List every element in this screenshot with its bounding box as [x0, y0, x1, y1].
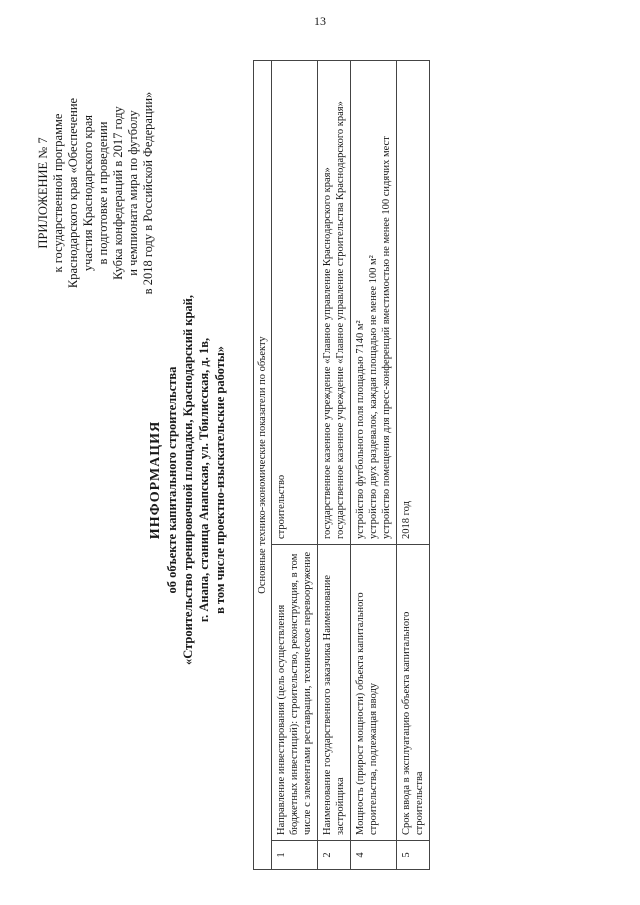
- row-value-line: устройство помещения для пресс-конференций вместимостью не менее 100 сидячих мест: [381, 136, 392, 539]
- appendix-line: ПРИЛОЖЕНИЕ № 7: [36, 137, 50, 249]
- appendix-line: к государственной программе: [51, 113, 65, 273]
- row-value: [272, 61, 318, 545]
- appendix-line: и чемпионата мира по футболу: [126, 110, 140, 276]
- appendix-line: Краснодарского края «Обеспечение: [66, 97, 80, 289]
- appendix-line: в 2018 году в Российской Федерации»: [141, 91, 155, 295]
- row-value-line: государственное казенное учреждение «Главное управление Краснодарского края»: [322, 167, 333, 539]
- indicators-table: [253, 60, 430, 870]
- appendix-line: Кубка конфедераций в 2017 году: [111, 106, 125, 280]
- row-label: Наименование государственного заказчика Наименование застройщика: [318, 545, 351, 841]
- heading-line: г. Анапа, станица Анапская, ул. Тбилисская, д. 1в,: [197, 337, 211, 623]
- table-row: [397, 61, 430, 870]
- heading-line: в том числе проектно-изыскательские работы»: [213, 346, 227, 614]
- row-value-line: строительство: [276, 474, 287, 539]
- row-label: Направление инвестирования (цель осуществления бюджетных инвестиций): строительство, реконструкция, в том числе с элементами реставрации, техническое перевооружение: [272, 545, 318, 841]
- row-value-line: 2018 год: [401, 501, 412, 539]
- row-number: 4: [351, 841, 397, 870]
- row-number: 2: [318, 841, 351, 870]
- appendix-line: участия Краснодарского края: [81, 114, 95, 272]
- row-label: Срок ввода в эксплуатацию объекта капитального строительства: [397, 545, 430, 841]
- table-header-row: [254, 61, 272, 870]
- row-label: Мощность (прирост мощности) объекта капитального строительства, подлежащая вводу: [351, 545, 397, 841]
- table-row: [272, 61, 318, 870]
- heading-line: об объекте капитального строительства: [165, 366, 179, 594]
- heading-line: «Строительство тренировочной площадки, Краснодарский край,: [181, 294, 195, 666]
- row-number: 5: [397, 841, 430, 870]
- row-value: [397, 61, 430, 545]
- row-number: 1: [272, 841, 318, 870]
- row-value: [351, 61, 397, 545]
- table-row: [318, 61, 351, 870]
- row-value-line: устройство двух раздевалок, каждая площадью не менее 100 м²: [368, 255, 379, 539]
- row-value-line: государственное казенное учреждение «Главное управление строительства Краснодарского края»: [335, 101, 346, 539]
- table-row: [351, 61, 397, 870]
- row-value: [318, 61, 351, 545]
- document-title: ИНФОРМАЦИЯ: [148, 420, 163, 540]
- table-header: Основные технико-экономические показатели по объекту: [254, 61, 272, 870]
- appendix-block: [36, 58, 156, 328]
- row-value-line: устройство футбольного поля площадью 7140 м²: [355, 320, 366, 539]
- rotated-page-content: [28, 50, 618, 880]
- document-heading: [148, 240, 228, 720]
- appendix-line: в подготовке и проведении: [96, 121, 110, 265]
- page-number: 13: [314, 14, 326, 28]
